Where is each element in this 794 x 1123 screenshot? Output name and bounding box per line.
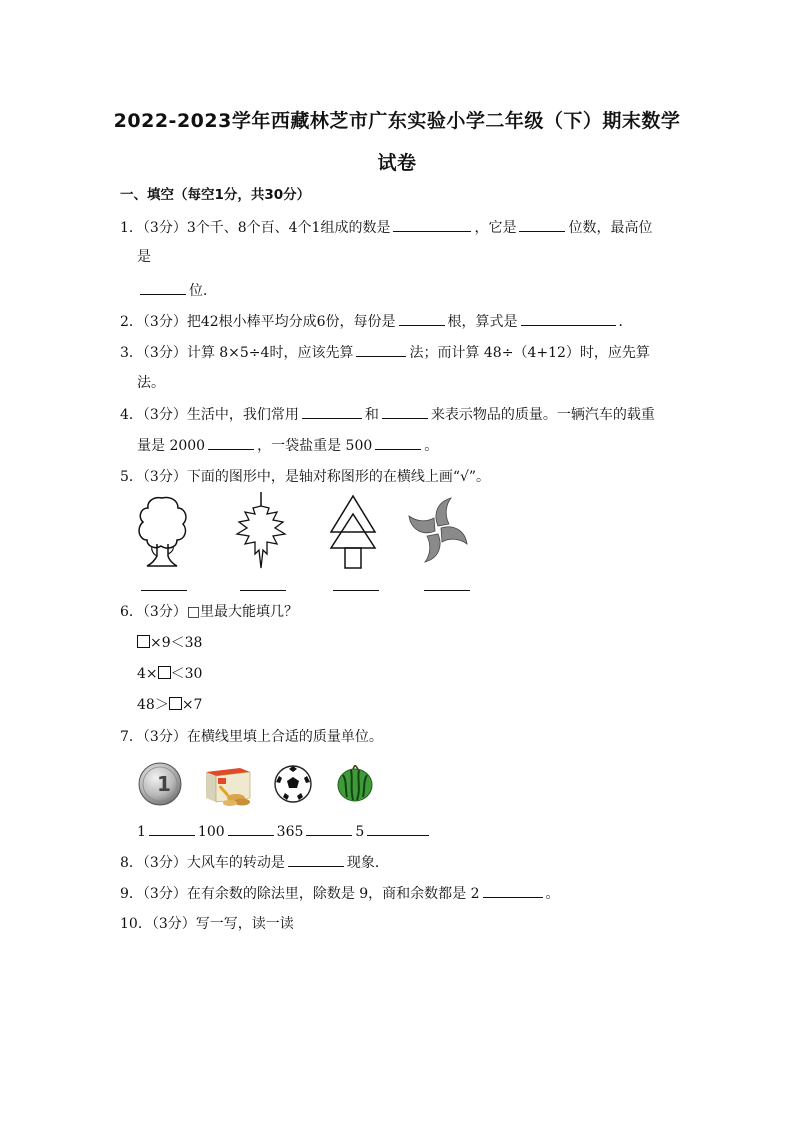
question-5: 5．（3分）下面的图形中，是轴对称图形的在横线上画“√”。 [120,469,491,485]
exam-title-line1: 2022-2023学年西藏林芝市广东实验小学二年级（下）期末数学 [113,110,681,132]
answer-blank[interactable] [519,217,565,232]
answer-line-pinwheel[interactable] [424,590,470,591]
answer-blank[interactable] [208,435,254,450]
fill-box[interactable] [137,635,150,648]
maple-leaf-icon [233,492,289,572]
question-1: 1．（3分）3个千、8个百、4个1组成的数是 ，它是 位数，最高位 [120,217,652,238]
question-10: 10．（3分）写一写，读一读 [120,916,294,932]
answer-blank[interactable] [306,821,352,836]
question-8: 8．（3分）大风车的转动是 现象． [120,852,389,873]
answer-blank[interactable] [375,435,421,450]
inequality-3: 48＞ ×7 [137,697,203,713]
section-heading: 一、填空（每空1分，共30分） [120,187,311,203]
question-9: 9．（3分）在有余数的除法里，除数是 9，商和余数都是 2 。 [120,883,560,904]
question-3: 3．（3分）计算 8×5÷4时，应该先算 法；而计算 48÷（4+12）时，应先算 [120,342,650,363]
question-4: 4．（3分）生活中，我们常用 和 来表示物品的质量。一辆汽车的载重 [120,404,655,425]
answer-blank[interactable] [382,404,428,419]
answer-line-arrow-tree[interactable] [333,590,379,591]
answer-blank[interactable] [356,342,406,357]
question-2: 2．（3分）把42根小棒平均分成6份，每份是 根，算式是 ． [120,311,633,332]
question-1-cont2: 位． [137,280,217,301]
answer-blank[interactable] [228,821,274,836]
fill-box[interactable] [169,697,182,710]
watermelon-icon [335,765,375,803]
coin-value: 1 [157,772,171,796]
answer-blank[interactable] [149,821,195,836]
soccer-ball-icon [273,764,313,804]
answer-line-tree[interactable] [141,590,187,591]
answer-blank[interactable] [483,883,543,898]
arrow-tree-icon [328,494,378,570]
answer-blank[interactable] [288,852,344,867]
question-1-cont: 是 [137,249,151,265]
question-4-cont: 量是 2000 ，一袋盐重是 500 。 [137,435,438,456]
inequality-2: 4× ＜30 [137,666,203,682]
answer-blank[interactable] [399,311,445,326]
coin-icon [137,760,183,808]
exam-title-line2: 试卷 [377,152,417,174]
tree-icon [135,494,190,572]
question-3-cont: 法。 [137,375,165,391]
answer-blank[interactable] [393,217,471,232]
question-6: 6．（3分）□里最大能填几？ [120,604,299,620]
answer-line-leaf[interactable] [240,590,286,591]
question-7-answers: 1 100 365 5 [137,821,432,842]
answer-blank[interactable] [521,311,616,326]
answer-blank[interactable] [367,821,429,836]
question-7: 7．（3分）在横线里填上合适的质量单位。 [120,729,383,745]
answer-blank[interactable] [302,404,362,419]
fill-box[interactable] [158,666,171,679]
inequality-1: ×9＜38 [137,633,202,653]
pinwheel-icon [405,496,471,564]
biscuit-box-icon [200,762,256,808]
answer-blank[interactable] [140,280,186,295]
